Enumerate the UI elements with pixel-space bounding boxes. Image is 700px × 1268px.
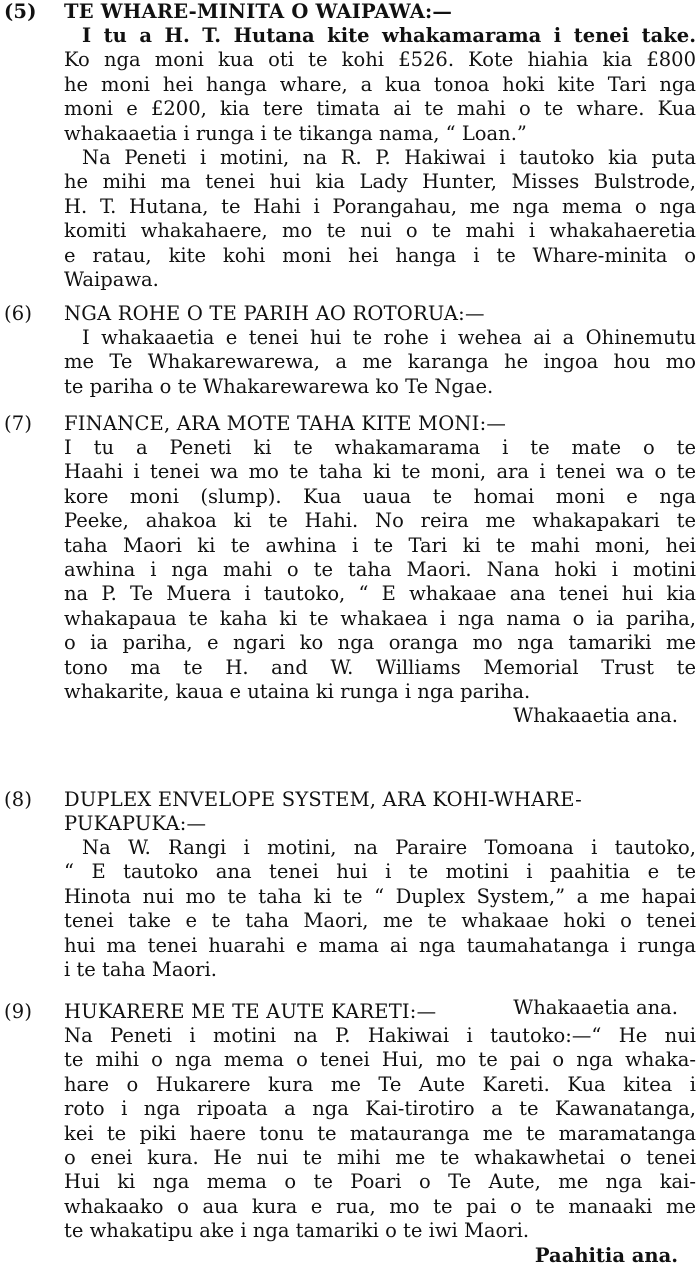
text-line: whakapaua te kaha ki te whakaea i nga nama o ia pariha, [64, 606, 696, 630]
section-number: (5) [4, 0, 37, 23]
text-line: hare o Hukarere kura me Te Aute Kareti. Kua kitea i [64, 1072, 696, 1096]
text-line: te pariha o te Whakarewarewa ko Te Ngae. [64, 374, 494, 398]
section-number: (8) [4, 788, 33, 811]
text-line: Na Peneti i motini na P. Hakiwai i tautoko:—“ He nui [64, 1024, 696, 1047]
text-line: Na Peneti i motini, na R. P. Hakiwai i tautoko kia puta [82, 146, 696, 170]
text-line: Ko nga moni kua oti te kohi £526. Kote hiahia kia £800 [64, 48, 696, 72]
section-title: DUPLEX ENVELOPE SYSTEM, ARA KOHI-WHARE- [64, 788, 582, 811]
section-heading [4, 1000, 696, 1024]
text-line: e ratau, kite kohi moni hei hanga i te Whare-minita o [64, 243, 696, 267]
section-body [4, 326, 696, 399]
section-title: NGA ROHE O TE PARIH AO ROTORUA:— [64, 302, 485, 325]
text-line: Hui ki nga mema o te Poari o Te Aute, me nga kai- [64, 1170, 696, 1194]
text-line: whakaaetia i runga i te tikanga nama, “ Loan.” [64, 121, 527, 145]
section-title: TE WHARE-MINITA O WAIPAWA:— [64, 0, 453, 23]
text-line: he moni hei hanga whare, a kua tonoa hoki kite Tari nga [64, 72, 696, 96]
section-heading [4, 412, 696, 436]
section-body [4, 436, 696, 729]
section-heading [4, 788, 696, 812]
section-number: (9) [4, 1000, 33, 1023]
text-line: taha Maori ki te awhina i te Tari ki te mahi moni, hei [64, 533, 696, 557]
text-line: me Te Whakarewarewa, a me karanga he ingoa hou mo [64, 350, 696, 374]
text-line: komiti whakahaere, mo te nui o te mahi i whakahaeretia [64, 219, 696, 243]
text-line: Waipawa. [64, 268, 159, 292]
section-9 [4, 1000, 696, 1268]
section-8 [4, 788, 696, 1021]
text-line: o enei kura. He nui te mihi me te whakawhetai o tenei [64, 1146, 696, 1170]
section-title: FINANCE, ARA MOTE TAHA KITE MONI:— [64, 412, 507, 435]
text-line: whakarite, kaua e utaina ki runga i nga pariha. [64, 680, 531, 704]
text-line: Na W. Rangi i motini, na Paraire Tomoana i tautoko, [82, 836, 696, 859]
section-title: HUKARERE ME TE AUTE KARETI:— [64, 1000, 437, 1023]
text-line: I whakaaetia e tenei hui te rohe i wehea ai a Ohinemutu [82, 326, 696, 349]
text-line: “ E tautoko ana tenei hui i te motini i paahitia e te [64, 860, 696, 884]
text-line: tono ma te H. and W. Williams Memorial Trust te [64, 655, 696, 679]
text-line: te whakatipu ake i nga tamariki o te iwi Maori. [64, 1219, 530, 1243]
text-line: whakaako o aua kura e rua, mo te pai o te manaaki me [64, 1194, 696, 1218]
section-number: (6) [4, 302, 33, 325]
section-number: (7) [4, 412, 33, 435]
closing-resolution: Paahitia ana. [534, 1243, 678, 1267]
text-line: awhina i nga mahi o te taha Maori. Nana hoki i motini [64, 558, 696, 582]
text-line: H. T. Hutana, te Hahi i Porangahau, me nga mema o nga [64, 194, 696, 218]
closing-resolution: Whakaaetia ana. [513, 704, 678, 728]
text-line: na P. Te Muera i tautoko, “ E whakaae ana tenei hui kia [64, 582, 696, 606]
text-line: Peeke, ahakoa ki te Hahi. No reira me whakapakari te [64, 509, 696, 533]
closing-resolution: Whakaaetia ana. [513, 996, 678, 1020]
section-6 [4, 302, 696, 399]
section-title-line-2: PUKAPUKA:— [64, 812, 207, 835]
text-line: Haahi i tenei wa mo te taha ki te moni, ara i tenei wa o te [64, 460, 696, 484]
section-7 [4, 412, 696, 729]
text-line: tenei take e te taha Maori, me te whakaae hoki o tenei [64, 909, 696, 933]
section-heading-continued [4, 812, 696, 836]
text-line: hui ma tenei huarahi e mama ai nga taumahatanga i runga [64, 933, 696, 957]
text-line: moni e £200, kia tere timata ai te mahi o te whare. Kua [64, 97, 696, 121]
section-heading [4, 0, 696, 24]
text-line: he mihi ma tenei hui kia Lady Hunter, Misses Bulstrode, [64, 170, 696, 194]
text-line: I tu a H. T. Hutana kite whakamarama i tenei take. [82, 24, 696, 47]
section-body [4, 836, 696, 1021]
section-heading [4, 302, 696, 326]
text-line: I tu a Peneti ki te whakamarama i te mate o te [64, 436, 696, 459]
section-body [4, 24, 696, 292]
text-line: kore moni (slump). Kua uaua te homai moni e nga [64, 484, 696, 508]
text-line: o ia pariha, e ngari ko nga oranga mo nga tamariki me [64, 631, 696, 655]
section-5 [4, 0, 696, 292]
section-body [4, 1024, 696, 1268]
text-line: roto i nga ripoata a nga Kai-tirotiro a te Kawanatanga, [64, 1097, 696, 1121]
text-line: Hinota nui mo te taha ki te “ Duplex System,” a me hapai [64, 884, 696, 908]
text-line: te mihi o nga mema o tenei Hui, mo te pai o nga whaka- [64, 1048, 696, 1072]
text-line: i te taha Maori. [64, 958, 217, 982]
text-line: kei te piki haere tonu te matauranga me te maramatanga [64, 1121, 696, 1145]
